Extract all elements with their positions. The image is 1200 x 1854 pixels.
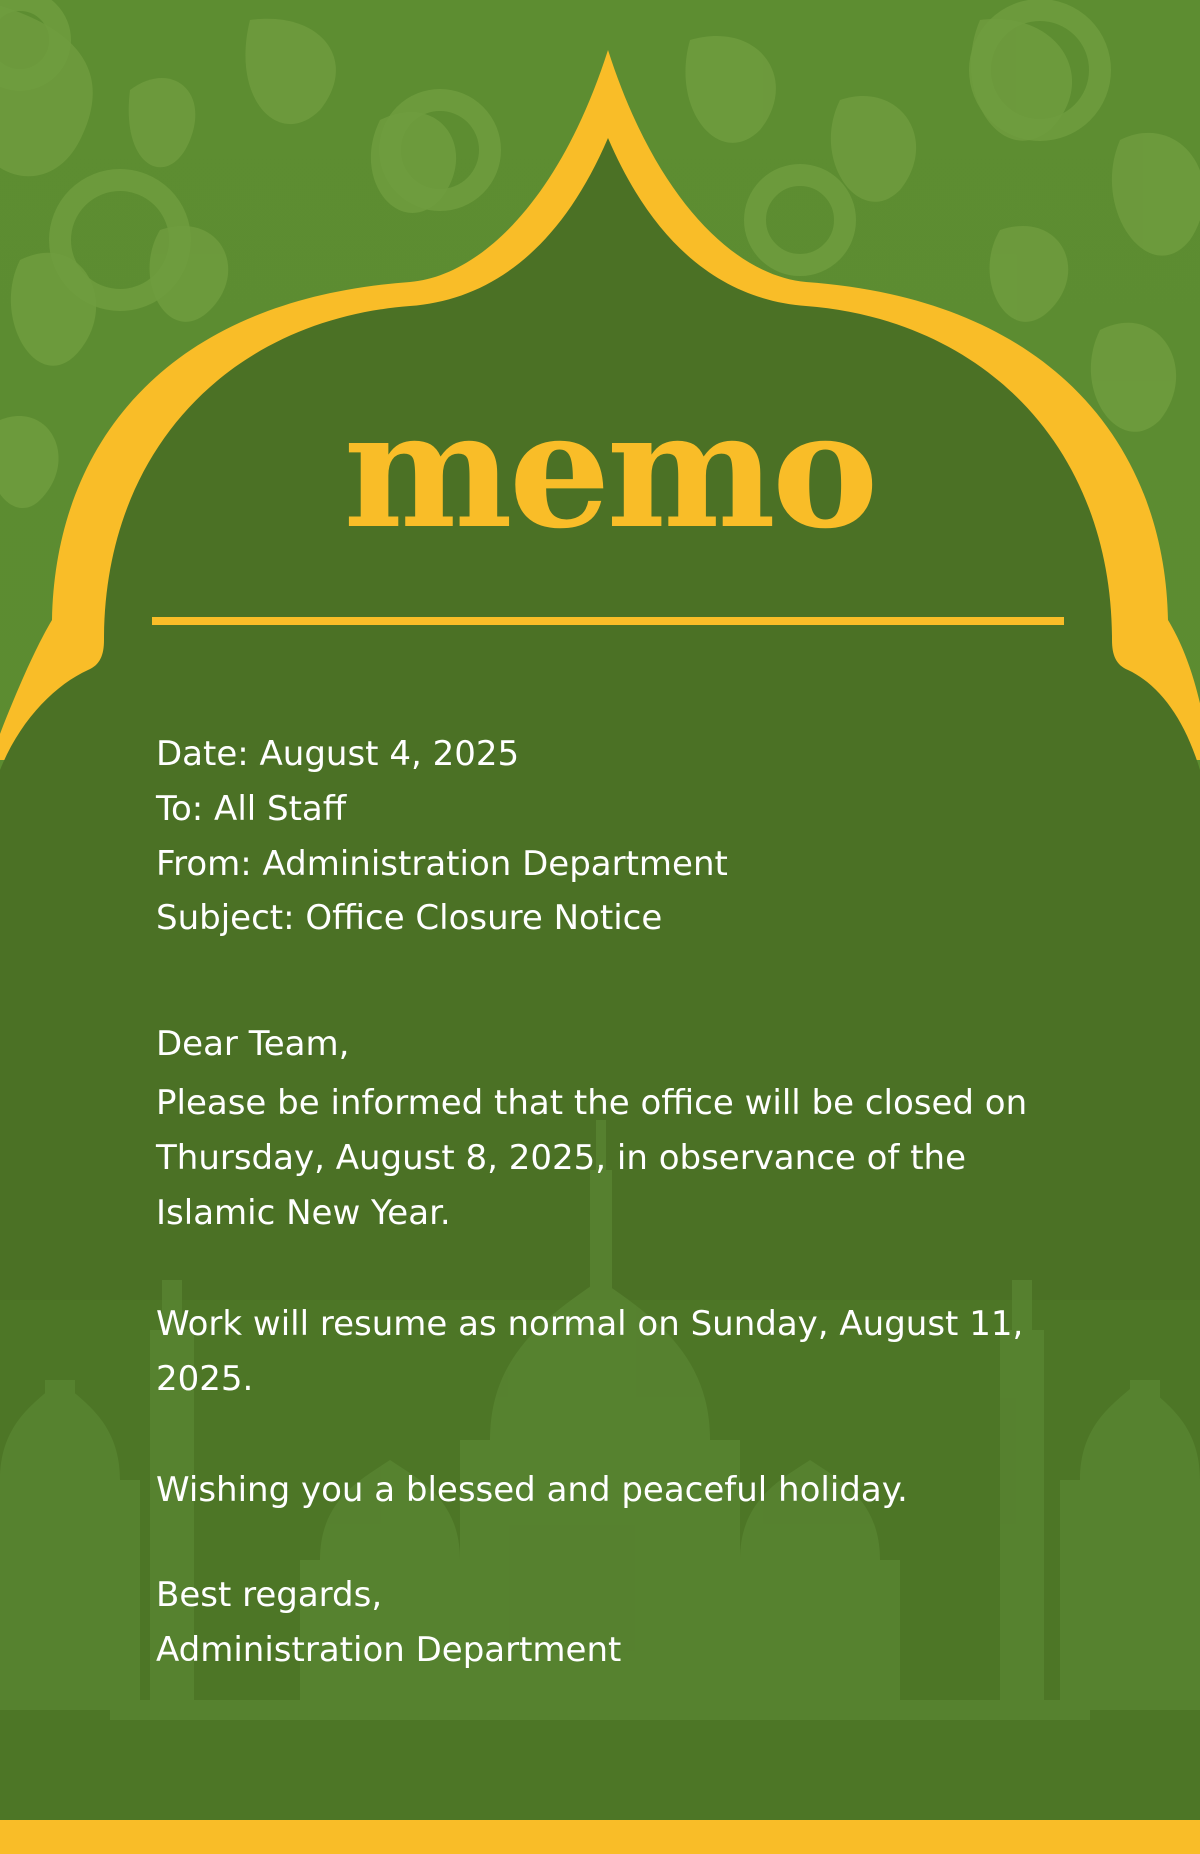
bottom-stripe bbox=[0, 1820, 1200, 1854]
memo-title: memo bbox=[343, 376, 875, 564]
title-divider bbox=[152, 617, 1064, 625]
memo-from: From: Administration Department bbox=[156, 844, 728, 884]
memo-closing: Best regards, bbox=[156, 1575, 383, 1615]
memo-wishes: Wishing you a blessed and peaceful holiday. bbox=[156, 1470, 908, 1510]
memo-paragraph-closure: Please be informed that the office will be closed on Thursday, August 8, 2025, in observance of the Islamic New Year. bbox=[156, 1083, 1028, 1233]
memo-subject: Subject: Office Closure Notice bbox=[156, 898, 663, 938]
memo-to: To: All Staff bbox=[156, 789, 347, 829]
memo-greeting: Dear Team, bbox=[156, 1024, 350, 1064]
memo-paragraph-resume: Work will resume as normal on Sunday, August 11, 2025. bbox=[156, 1304, 1024, 1399]
memo-signature: Administration Department bbox=[156, 1630, 622, 1670]
memo-date: Date: August 4, 2025 bbox=[156, 734, 520, 774]
